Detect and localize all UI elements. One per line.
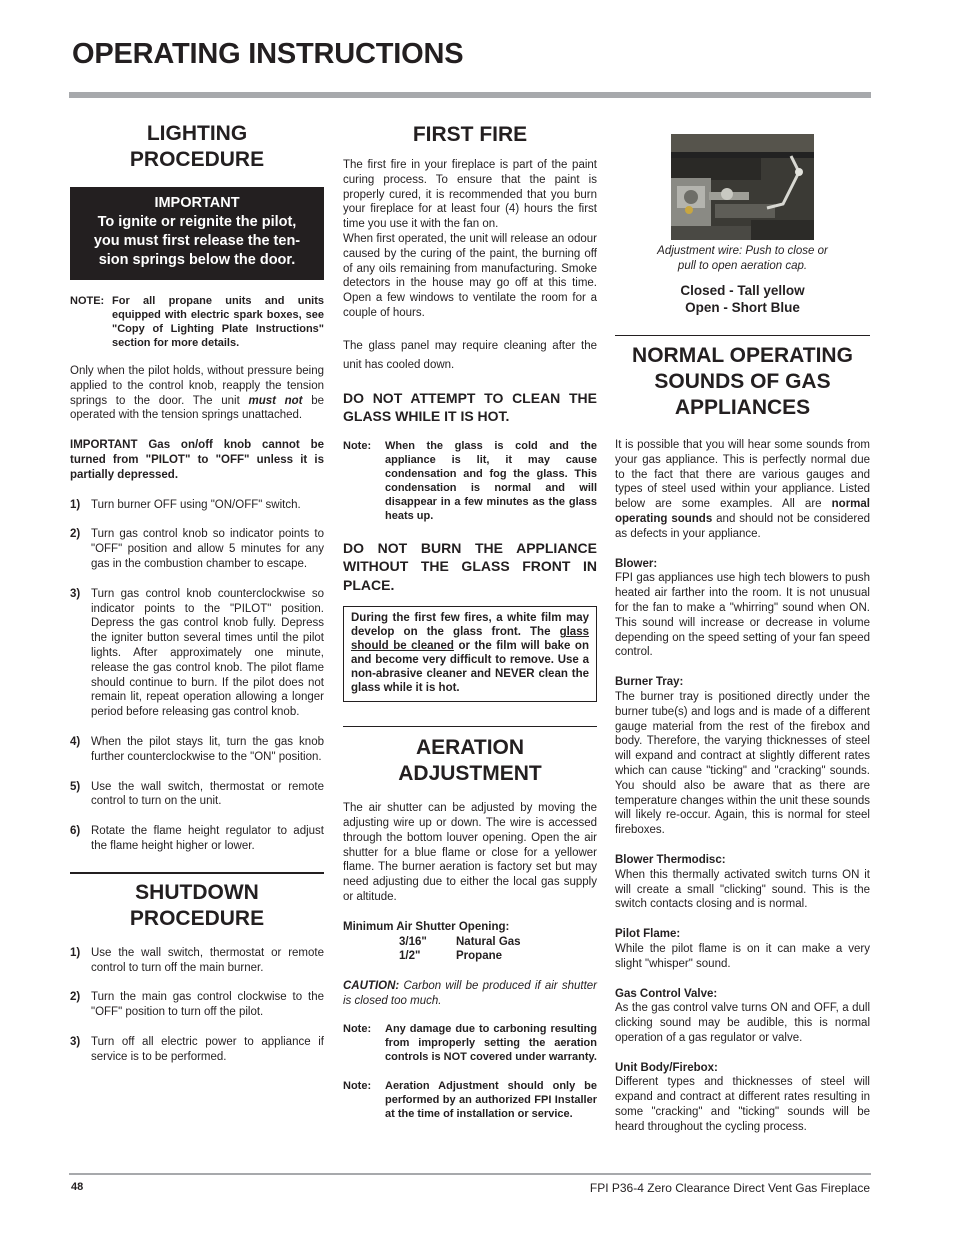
sound-item-title: Pilot Flame:	[615, 928, 681, 941]
step-number: 6)	[70, 825, 81, 838]
lighting-steps	[70, 498, 324, 854]
photo-caption: Adjustment wire: Push to close or pull to open aeration cap.	[657, 245, 828, 272]
air-shutter-table	[343, 935, 597, 965]
step-text: Turn gas control knob counterclockwise so indicator points to the "PILOT" position. Depress the gas control knob fully. Depress the igniter button several times until the pilot lights. After approximately one minute, release the gas control knob. The pilot flame should continue to burn. If the pilot does not remain lit, repeat operation allowing a longer period before releasing gas control knob.	[91, 587, 324, 719]
sound-item	[615, 987, 870, 1046]
adjustment-wire-photo	[671, 134, 814, 240]
first-fire-paragraph-3: The glass panel may require cleaning after the unit has cooled down.	[343, 339, 597, 371]
sound-item-title: Blower Thermodisc:	[615, 853, 726, 866]
sound-item-title: Unit Body/Firebox:	[615, 1061, 718, 1074]
step-text: Use the wall switch, thermostat or remote control to turn on the unit.	[91, 780, 324, 808]
sound-item	[615, 675, 870, 838]
shutdown-steps	[70, 946, 324, 1065]
first-fire-paragraph-1: The first fire in your fireplace is part of the paint curing process. To ensure that the paint is properly cured, it is recommended that you burn your fireplace for at least four (4) hours the first time you use it with the fan on.	[343, 159, 597, 231]
step-item	[70, 780, 324, 810]
step-number: 5)	[70, 780, 81, 793]
glass-front-warning: DO NOT BURN THE APPLIANCE WITHOUT THE GLASS FRONT IN PLACE.	[343, 539, 597, 593]
step-text: Use the wall switch, thermostat or remote control to turn off the main burner.	[91, 946, 324, 974]
air-shutter-row	[343, 935, 597, 950]
gas-type: Natural Gas	[456, 935, 521, 948]
step-text: Turn burner OFF using "ON/OFF" switch.	[91, 498, 301, 511]
footer-text: FPI P36-4 Zero Clearance Direct Vent Gas Fireplace	[589, 1181, 870, 1195]
propane-note: NOTE: For all propane units and units equipped with electric spark boxes, see "Copy of Lighting Plate Instructions" section for more details.	[70, 295, 324, 349]
sound-item-text: While the pilot flame is on it can make a very slight "whisper" sound.	[615, 942, 870, 970]
step-item	[70, 990, 324, 1020]
step-number: 3)	[70, 587, 81, 600]
sound-item-text: FPI gas appliances use high tech blowers to push heated air farther into the room. It is not unusual for the fan to make a "whirring" sound when ON. This sound will increase or decrease in volume depending on the speed setting of your fan speed control.	[615, 572, 870, 659]
aeration-paragraph: The air shutter can be adjusted by moving the adjusting wire up or down. The wire is accessed through the bottom louver opening. Open the air shutter for a blue flame or close for a yellower flame. The burner aeration is factory set but may need adjusting due to either the local gas supply or altitude.	[343, 802, 597, 904]
gas-knob-warning: IMPORTANT Gas on/off knob cannot be turned from "PILOT" to "OFF" unless it is partially depressed.	[70, 439, 324, 481]
installer-note: Note: Aeration Adjustment should only be performed by an authorized FPI Installer at the time of installation or service.	[343, 1079, 597, 1120]
sound-item	[615, 853, 870, 912]
step-item	[70, 587, 324, 720]
do-not-clean-warning: DO NOT ATTEMPT TO CLEAN THE GLASS WHILE IT IS HOT.	[343, 389, 597, 425]
column-left	[70, 0, 324, 1065]
footer-rule	[69, 1173, 871, 1175]
shutter-size: 3/16"	[399, 935, 427, 948]
carbon-caution: CAUTION: Carbon will be produced if air shutter is closed too much.	[343, 980, 597, 1008]
lighting-heading: LIGHTING PROCEDURE	[129, 122, 265, 171]
step-item	[70, 946, 324, 976]
flame-settings: Closed - Tall yellow Open - Short Blue	[680, 283, 805, 315]
step-item	[70, 1035, 324, 1065]
step-text: Turn off all electric power to appliance if service is to be performed.	[91, 1035, 324, 1063]
step-item	[70, 735, 324, 765]
step-text: Turn gas control knob so indicator points to "OFF" position and allow 5 minutes for any gas in the combustion chamber to escape.	[91, 528, 324, 570]
step-number: 2)	[70, 991, 81, 1004]
condensation-note: Note: When the glass is cold and the appliance is lit, it may cause condensation and fog the glass. This condensation is normal and will disappear in a few minutes as the glass heats up.	[343, 439, 597, 522]
sound-item	[615, 557, 870, 661]
step-number: 3)	[70, 1035, 81, 1048]
step-text: Turn the main gas control clockwise to the "OFF" position to turn off the pilot.	[91, 991, 324, 1019]
warranty-note: Note: Any damage due to carboning resulting from improperly setting the aeration controls is NOT covered under warranty.	[343, 1022, 597, 1063]
step-number: 1)	[70, 498, 81, 511]
step-item	[70, 824, 324, 854]
sounds-intro: It is possible that you will hear some sounds from your gas appliance. This is perfectly normal due to the fact that there are various gauges and types of steel used within your appliance. Listed below are some examples. All are normal operating sounds and should not be considered as defects in your appliance.	[615, 439, 870, 540]
first-fire-heading: FIRST FIRE	[412, 123, 528, 146]
min-air-shutter-label: Minimum Air Shutter Opening:	[343, 920, 510, 933]
step-number: 1)	[70, 946, 81, 959]
page-title: OPERATING INSTRUCTIONS	[72, 38, 464, 70]
step-number: 2)	[70, 528, 81, 541]
step-item	[70, 527, 324, 571]
sound-item-text: The burner tray is positioned directly under the burner tube(s) and logs and is made of a different gauge material from the rest of the firebox and body. Therefore, the varying thicknesses of steel will expand and contract at slightly different rates which can cause "ticking" and "cracking" sounds. You should also be aware that as there are temperature changes within the unit these sounds will likely re-occur. Again, this is normal for steel fireboxes.	[615, 690, 870, 837]
sound-item-text: When this thermally activated switch turns ON it will create a small "clicking" sound. This is the switch contacts closing and is normal.	[615, 868, 870, 911]
tension-spring-paragraph: Only when the pilot holds, without pressure being applied to the control knob, reapply the tension springs to the door. The unit must not be operated with the tension springs unattached.	[70, 365, 324, 422]
sound-item	[615, 927, 870, 971]
white-film-callout: During the first few fires, a white film may develop on the glass front. The glass should be cleaned or the film will bake on and become very difficult to remove. Use a non-abrasive cleaner and NEVER clean the glass while it is hot.	[343, 606, 597, 702]
sound-item	[615, 1061, 870, 1135]
air-shutter-row	[343, 949, 597, 964]
column-middle	[343, 0, 597, 1121]
sounds-heading: NORMAL OPERATING SOUNDS OF GAS APPLIANCES	[632, 344, 853, 419]
gas-type: Propane	[456, 950, 503, 963]
shutdown-heading: SHUTDOWN PROCEDURE	[129, 880, 265, 930]
sound-item-text: Different types and thicknesses of steel will expand and contract at different rates resulting in some "cracking" and "ticking" sounds will be heard throughout the cycling process.	[615, 1076, 870, 1133]
step-text: When the pilot stays lit, turn the gas knob further counterclockwise to the "ON" position.	[91, 735, 324, 763]
aeration-heading: AERATION ADJUSTMENT	[398, 736, 542, 786]
sound-item-title: Gas Control Valve:	[615, 987, 718, 1000]
sound-item-text: As the gas control valve turns ON and OFF, a dull clicking sound may be audible, this is normal operation of a gas regulator or valve.	[615, 1002, 870, 1044]
sound-item-title: Blower:	[615, 557, 658, 570]
important-callout: IMPORTANT To ignite or reignite the pilot, you must first release the ten- sion springs below the door.	[70, 187, 324, 280]
shutter-size: 1/2"	[399, 950, 421, 963]
sound-item-title: Burner Tray:	[615, 676, 684, 689]
first-fire-paragraph-2: When first operated, the unit will release an odour caused by the curing of the paint, the burning off of any oils remaining from manufacturing. Smoke detectors in the house may go off at this time. Open a few windows to ventilate the room for a couple of hours.	[343, 232, 597, 319]
step-item	[70, 498, 324, 513]
sound-items	[615, 557, 870, 1135]
step-number: 4)	[70, 735, 81, 748]
column-right	[615, 0, 870, 1135]
step-text: Rotate the flame height regulator to adjust the flame height higher or lower.	[91, 825, 324, 852]
page-number: 48	[71, 1181, 84, 1193]
